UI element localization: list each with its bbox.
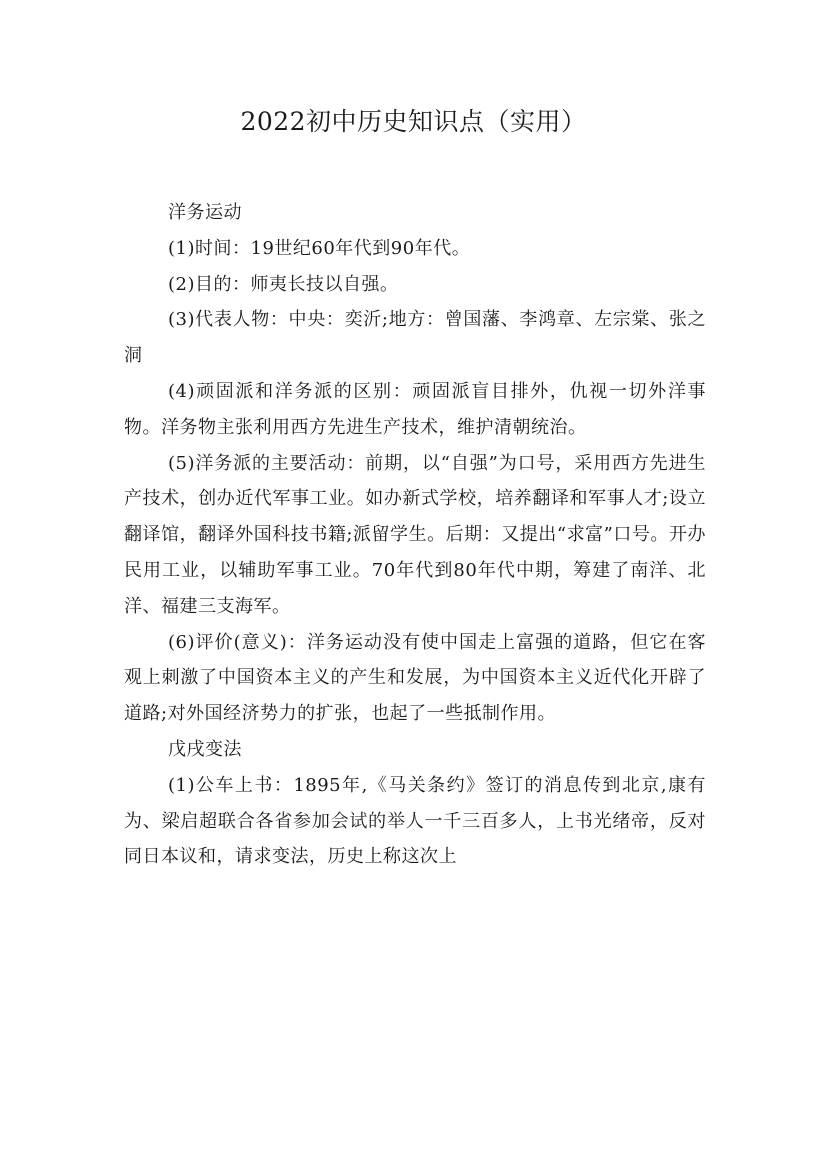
paragraph-petition: (1)公车上书：1895年,《马关条约》签订的消息传到北京,康有为、梁启超联合各省参加会试的举人一千三百多人，上书光绪帝，反对同日本议和，请求变法，历史上称这次上	[124, 774, 706, 868]
section-heading-reform: 戊戌变法	[168, 738, 242, 760]
paragraph-purpose: (2)目的：师夷长技以自强。	[168, 273, 399, 295]
document-body	[124, 195, 706, 875]
paragraph-faction-difference: (4)顽固派和洋务派的区别：顽固派盲目排外，仇视一切外洋事物。洋务物主张利用西方先进生产技术，维护清朝统治。	[124, 380, 706, 438]
section-heading-westernization: 洋务运动	[168, 202, 242, 223]
paragraph-time: (1)时间：19世纪60年代到90年代。	[168, 237, 471, 259]
document-title: 2022初中历史知识点（实用）	[240, 107, 587, 136]
paragraph-representatives: (3)代表人物：中央：奕沂;地方：曾国藩、李鸿章、左宗棠、张之洞	[124, 309, 706, 367]
paragraph-main-activities: (5)洋务派的主要活动：前期，以“自强”为口号，采用西方先进生产技术，创办近代军事工业。如办新式学校，培养翻译和军事人才;设立翻译馆，翻译外国科技书籍;派留学生。后期：又提出“求富”口号。开办民用工业，以辅助军事工业。70年代到80年代中期，筹建了南洋、北洋、福建三支海军。	[124, 452, 706, 617]
paragraph-evaluation: (6)评价(意义)：洋务运动没有使中国走上富强的道路，但它在客观上刺激了中国资本主义的产生和发展，为中国资本主义近代化开辟了道路;对外国经济势力的扩张，也起了一些抵制作用。	[124, 631, 706, 725]
